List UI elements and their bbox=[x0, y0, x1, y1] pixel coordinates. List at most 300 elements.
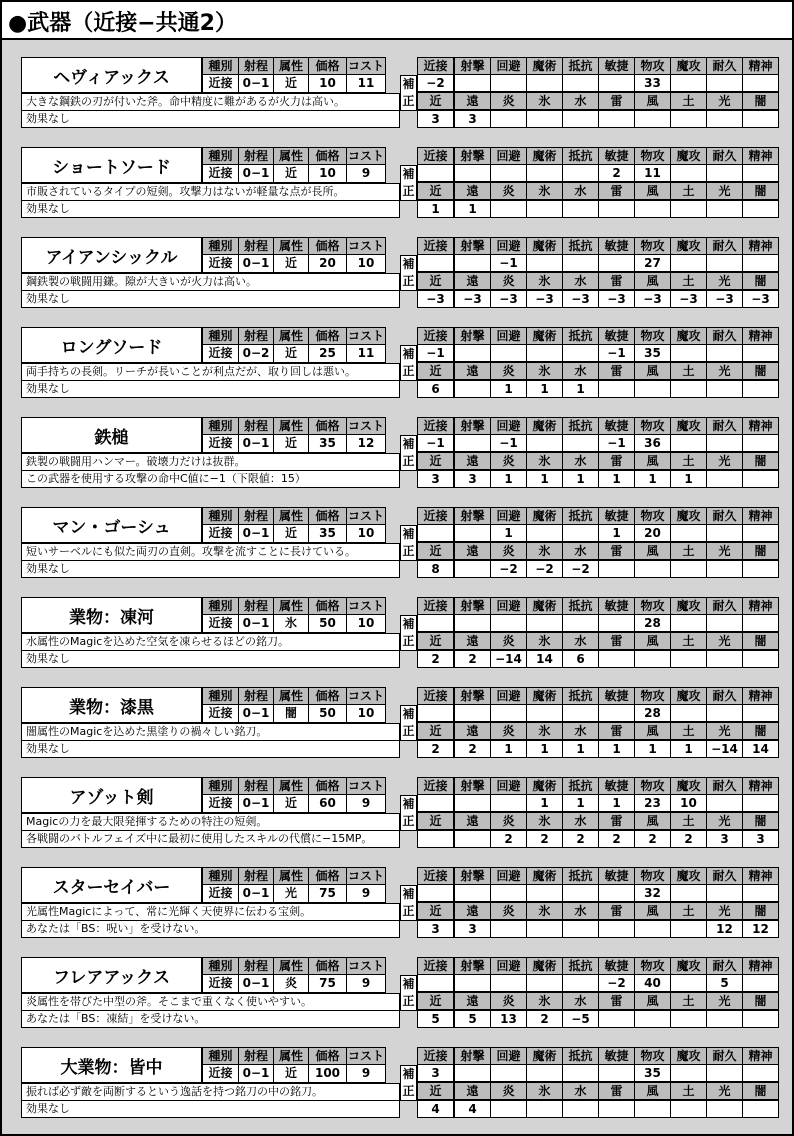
stat-bonus-value: 27 bbox=[634, 254, 671, 272]
spec-value: 近 bbox=[273, 524, 309, 543]
stat-bonus-value bbox=[742, 974, 779, 992]
resist-value: 3 bbox=[454, 920, 491, 938]
resist-header: 氷 bbox=[526, 812, 563, 830]
stat-bonus-value bbox=[562, 74, 599, 92]
resist-value: 1 bbox=[526, 470, 563, 488]
stat-bonus-value: 35 bbox=[634, 1064, 671, 1082]
stat-header: 射撃 bbox=[454, 327, 491, 345]
resist-value: −14 bbox=[490, 650, 527, 668]
stat-bonus-value bbox=[562, 164, 599, 182]
resist-header: 雷 bbox=[598, 272, 635, 290]
stat-bonus-value bbox=[562, 524, 599, 542]
spec-header: 属性 bbox=[273, 1047, 309, 1065]
resist-header: 炎 bbox=[490, 542, 527, 560]
weapon-block bbox=[21, 237, 778, 309]
weapon-block bbox=[21, 687, 778, 759]
weapon-description: 光属性Magicによって、常に光輝く天使界に伝わる宝剣。 bbox=[21, 903, 400, 921]
stat-bonus-value bbox=[417, 974, 454, 992]
stat-bonus-value: 33 bbox=[634, 74, 671, 92]
stat-header: 射撃 bbox=[454, 687, 491, 705]
stat-header: 魔術 bbox=[526, 147, 563, 165]
stat-header: 射撃 bbox=[454, 507, 491, 525]
stat-header: 精神 bbox=[742, 1047, 779, 1065]
resist-header: 風 bbox=[634, 722, 671, 740]
resist-header: 近 bbox=[417, 272, 454, 290]
stat-header: 精神 bbox=[742, 957, 779, 975]
spec-header: コスト bbox=[347, 599, 384, 613]
resist-value bbox=[454, 380, 491, 398]
resist-header: 炎 bbox=[490, 362, 527, 380]
stat-header: 近接 bbox=[417, 237, 454, 255]
weapon-effect: 効果なし bbox=[21, 740, 400, 758]
resist-header: 炎 bbox=[490, 992, 527, 1010]
weapon-description: 鉄製の戦闘用ハンマー。破壊力だけは抜群。 bbox=[21, 453, 400, 471]
stat-bonus-value: 3 bbox=[417, 1064, 454, 1082]
resist-header: 水 bbox=[562, 542, 599, 560]
stat-bonus-value bbox=[706, 704, 743, 722]
resist-header: 水 bbox=[562, 902, 599, 920]
stat-bonus-value: 23 bbox=[634, 794, 671, 812]
resist-value: 3 bbox=[706, 830, 743, 848]
stat-bonus-value bbox=[562, 614, 599, 632]
resist-value bbox=[670, 560, 707, 578]
resist-header: 雷 bbox=[598, 182, 635, 200]
stat-header: 物攻 bbox=[634, 867, 671, 885]
resist-value bbox=[526, 110, 563, 128]
weapon-effect: 効果なし bbox=[21, 1100, 400, 1118]
resist-value bbox=[598, 560, 635, 578]
spec-value: 10 bbox=[308, 164, 347, 183]
weapon-name: アゾット剣 bbox=[21, 777, 202, 813]
spec-value: 近接 bbox=[202, 614, 239, 633]
stat-bonus-value bbox=[490, 1064, 527, 1082]
resist-header: 土 bbox=[670, 992, 707, 1010]
stat-bonus-value bbox=[742, 164, 779, 182]
spec-value: 75 bbox=[308, 884, 347, 903]
spec-header: 価格 bbox=[308, 777, 347, 795]
spec-header: 属性 bbox=[273, 417, 309, 435]
spec-header: 価格 bbox=[308, 597, 347, 615]
resist-header: 炎 bbox=[490, 812, 527, 830]
resist-header: 雷 bbox=[598, 452, 635, 470]
resist-value bbox=[634, 200, 671, 218]
resist-value: −3 bbox=[634, 290, 671, 308]
spec-header: 種別 bbox=[202, 957, 239, 975]
spec-header: コスト bbox=[347, 59, 384, 73]
stat-bonus-value bbox=[598, 614, 635, 632]
stat-header: 敏捷 bbox=[598, 237, 635, 255]
resist-header: 雷 bbox=[598, 632, 635, 650]
stat-bonus-value bbox=[706, 1064, 743, 1082]
resist-value bbox=[562, 920, 599, 938]
resist-header: 光 bbox=[706, 722, 743, 740]
resist-value: 1 bbox=[598, 740, 635, 758]
stat-header: 抵抗 bbox=[562, 687, 599, 705]
stat-header: 魔術 bbox=[526, 957, 563, 975]
stat-bonus-value bbox=[706, 434, 743, 452]
spec-header: 射程 bbox=[238, 417, 274, 435]
spec-header: 射程 bbox=[238, 777, 274, 795]
stat-header: 耐久 bbox=[706, 147, 743, 165]
spec-value: 100 bbox=[308, 1064, 347, 1083]
stat-bonus-value: 5 bbox=[706, 974, 743, 992]
resist-header: 遠 bbox=[454, 452, 491, 470]
stat-header: 抵抗 bbox=[562, 327, 599, 345]
row-label: 補 正 bbox=[400, 75, 417, 111]
resist-value bbox=[634, 920, 671, 938]
resist-value: −3 bbox=[526, 290, 563, 308]
stat-bonus-value bbox=[742, 434, 779, 452]
stat-header: 回避 bbox=[490, 147, 527, 165]
stat-header: 射撃 bbox=[454, 147, 491, 165]
stat-bonus-value bbox=[454, 344, 491, 362]
stat-bonus-value bbox=[490, 74, 527, 92]
resist-value bbox=[742, 1010, 779, 1028]
resist-header: 風 bbox=[634, 182, 671, 200]
spec-value: 75 bbox=[308, 974, 347, 993]
resist-header: 光 bbox=[706, 812, 743, 830]
stat-bonus-value bbox=[742, 524, 779, 542]
stat-bonus-value bbox=[742, 1064, 779, 1082]
resist-value bbox=[598, 650, 635, 668]
resist-value bbox=[490, 110, 527, 128]
resist-header: 闇 bbox=[742, 992, 779, 1010]
resist-header: 闇 bbox=[742, 182, 779, 200]
resist-header: 水 bbox=[562, 812, 599, 830]
resist-value bbox=[706, 200, 743, 218]
stat-bonus-value: −1 bbox=[490, 434, 527, 452]
weapon-name: フレアアックス bbox=[21, 957, 202, 993]
stat-header: 魔攻 bbox=[670, 1047, 707, 1065]
weapon-effect: 効果なし bbox=[21, 110, 400, 128]
resist-header: 土 bbox=[670, 542, 707, 560]
resist-value: 2 bbox=[417, 650, 454, 668]
spec-header: コスト bbox=[347, 869, 384, 883]
stat-header: 物攻 bbox=[634, 147, 671, 165]
resist-header: 土 bbox=[670, 452, 707, 470]
spec-value: 9 bbox=[346, 884, 386, 903]
resist-value: −3 bbox=[670, 290, 707, 308]
stat-header: 魔術 bbox=[526, 417, 563, 435]
resist-header: 土 bbox=[670, 182, 707, 200]
resist-value: 1 bbox=[490, 380, 527, 398]
resist-header: 光 bbox=[706, 992, 743, 1010]
resist-value bbox=[634, 1100, 671, 1118]
stat-header: 魔攻 bbox=[670, 687, 707, 705]
stat-bonus-value: 32 bbox=[634, 884, 671, 902]
weapon-name: 鉄槌 bbox=[21, 417, 202, 453]
spec-header: 種別 bbox=[202, 777, 239, 795]
weapon-name: ロングソード bbox=[21, 327, 202, 363]
spec-header: 属性 bbox=[273, 237, 309, 255]
stat-header: 魔術 bbox=[526, 777, 563, 795]
stat-header: 抵抗 bbox=[562, 1047, 599, 1065]
spec-header: 種別 bbox=[202, 327, 239, 345]
spec-header: コスト bbox=[347, 329, 384, 343]
spec-header: 射程 bbox=[238, 957, 274, 975]
resist-header: 炎 bbox=[490, 902, 527, 920]
stat-header: 耐久 bbox=[706, 237, 743, 255]
stat-header: 敏捷 bbox=[598, 147, 635, 165]
resist-value: 1 bbox=[490, 740, 527, 758]
stat-bonus-value: 2 bbox=[598, 164, 635, 182]
resist-value: 6 bbox=[562, 650, 599, 668]
stat-bonus-value bbox=[454, 614, 491, 632]
resist-value: 3 bbox=[417, 920, 454, 938]
weapon-description: Magicの力を最大限発揮するための特注の短剣。 bbox=[21, 813, 400, 831]
resist-value: 1 bbox=[670, 740, 707, 758]
resist-header: 土 bbox=[670, 362, 707, 380]
stat-header: 近接 bbox=[417, 327, 454, 345]
stat-bonus-value bbox=[562, 254, 599, 272]
spec-header: 射程 bbox=[238, 57, 274, 75]
spec-header: 価格 bbox=[308, 57, 347, 75]
resist-header: 近 bbox=[417, 542, 454, 560]
resist-value bbox=[562, 200, 599, 218]
spec-value: 炎 bbox=[273, 974, 309, 993]
resist-header: 遠 bbox=[454, 632, 491, 650]
stat-header: 回避 bbox=[490, 597, 527, 615]
resist-header: 雷 bbox=[598, 812, 635, 830]
stat-header: 魔術 bbox=[526, 867, 563, 885]
resist-header: 水 bbox=[562, 452, 599, 470]
spec-header: コスト bbox=[347, 419, 384, 433]
stat-header: 敏捷 bbox=[598, 57, 635, 75]
resist-header: 風 bbox=[634, 452, 671, 470]
weapon-description: 水属性のMagicを込めた空気を凍らせるほどの銘刀。 bbox=[21, 633, 400, 651]
stat-header: 魔術 bbox=[526, 327, 563, 345]
resist-value: −3 bbox=[490, 290, 527, 308]
weapon-description: 大きな鋼鉄の刃が付いた斧。命中精度に難があるが火力は高い。 bbox=[21, 93, 400, 111]
stat-bonus-value: 28 bbox=[634, 614, 671, 632]
resist-value bbox=[526, 1100, 563, 1118]
stat-bonus-value bbox=[454, 524, 491, 542]
resist-value: −5 bbox=[562, 1010, 599, 1028]
resist-value: −14 bbox=[706, 740, 743, 758]
spec-value: 0−2 bbox=[238, 344, 274, 363]
stat-header: 精神 bbox=[742, 867, 779, 885]
spec-header: 価格 bbox=[308, 327, 347, 345]
row-label: 補 正 bbox=[400, 885, 417, 921]
resist-value bbox=[634, 110, 671, 128]
spec-header: コスト bbox=[347, 239, 384, 253]
stat-header: 抵抗 bbox=[562, 597, 599, 615]
weapon-effect: 各戦闘のバトルフェイズ中に最初に使用したスキルの代償に−15MP。 bbox=[21, 830, 400, 848]
spec-header: 射程 bbox=[238, 147, 274, 165]
spec-value: 近 bbox=[273, 434, 309, 453]
resist-value: 6 bbox=[417, 380, 454, 398]
stat-bonus-value bbox=[670, 524, 707, 542]
spec-header: 属性 bbox=[273, 957, 309, 975]
stat-header: 魔攻 bbox=[670, 57, 707, 75]
weapon-name: マン・ゴーシュ bbox=[21, 507, 202, 543]
resist-value: 14 bbox=[742, 740, 779, 758]
stat-header: 物攻 bbox=[634, 237, 671, 255]
resist-header: 遠 bbox=[454, 272, 491, 290]
spec-value: 近接 bbox=[202, 794, 239, 813]
resist-header: 光 bbox=[706, 902, 743, 920]
resist-value bbox=[598, 110, 635, 128]
spec-value: 12 bbox=[346, 434, 386, 453]
stat-bonus-value bbox=[526, 164, 563, 182]
resist-value: 1 bbox=[526, 740, 563, 758]
resist-value bbox=[634, 560, 671, 578]
stat-header: 抵抗 bbox=[562, 147, 599, 165]
stat-bonus-value bbox=[526, 74, 563, 92]
spec-value: 闇 bbox=[273, 704, 309, 723]
stat-header: 魔攻 bbox=[670, 417, 707, 435]
resist-header: 風 bbox=[634, 1082, 671, 1100]
stat-header: 耐久 bbox=[706, 687, 743, 705]
spec-value: 9 bbox=[346, 794, 386, 813]
spec-header: 価格 bbox=[308, 507, 347, 525]
resist-value bbox=[670, 200, 707, 218]
spec-header: 属性 bbox=[273, 327, 309, 345]
stat-bonus-value bbox=[706, 344, 743, 362]
resist-header: 近 bbox=[417, 632, 454, 650]
stat-bonus-value: 10 bbox=[670, 794, 707, 812]
resist-value bbox=[634, 650, 671, 668]
stat-header: 魔術 bbox=[526, 57, 563, 75]
spec-header: 射程 bbox=[238, 327, 274, 345]
resist-header: 炎 bbox=[490, 452, 527, 470]
resist-header: 近 bbox=[417, 362, 454, 380]
resist-value: 12 bbox=[742, 920, 779, 938]
stat-header: 敏捷 bbox=[598, 777, 635, 795]
resist-header: 炎 bbox=[490, 722, 527, 740]
spec-header: 価格 bbox=[308, 237, 347, 255]
stat-header: 耐久 bbox=[706, 957, 743, 975]
stat-header: 抵抗 bbox=[562, 237, 599, 255]
weapon-description: 炎属性を帯びた中型の斧。そこまで重くなく使いやすい。 bbox=[21, 993, 400, 1011]
stat-header: 物攻 bbox=[634, 507, 671, 525]
resist-value: 8 bbox=[417, 560, 454, 578]
resist-header: 土 bbox=[670, 272, 707, 290]
spec-value: 近接 bbox=[202, 74, 239, 93]
resist-header: 風 bbox=[634, 542, 671, 560]
resist-header: 遠 bbox=[454, 542, 491, 560]
stat-bonus-value bbox=[706, 524, 743, 542]
stat-bonus-value bbox=[562, 1064, 599, 1082]
stat-bonus-value bbox=[526, 974, 563, 992]
resist-value: 3 bbox=[742, 830, 779, 848]
resist-header: 光 bbox=[706, 632, 743, 650]
stat-bonus-value bbox=[526, 344, 563, 362]
resist-header: 光 bbox=[706, 182, 743, 200]
stat-bonus-value bbox=[490, 704, 527, 722]
row-label: 補 正 bbox=[400, 255, 417, 291]
stat-bonus-value bbox=[670, 344, 707, 362]
stat-header: 射撃 bbox=[454, 597, 491, 615]
resist-header: 遠 bbox=[454, 92, 491, 110]
spec-value: 35 bbox=[308, 434, 347, 453]
stat-bonus-value bbox=[706, 74, 743, 92]
resist-value: −3 bbox=[562, 290, 599, 308]
resist-header: 光 bbox=[706, 272, 743, 290]
row-label: 補 正 bbox=[400, 345, 417, 381]
stat-header: 回避 bbox=[490, 1047, 527, 1065]
stat-header: 回避 bbox=[490, 327, 527, 345]
stat-bonus-value bbox=[670, 884, 707, 902]
resist-value bbox=[417, 830, 454, 848]
resist-value: 13 bbox=[490, 1010, 527, 1028]
stat-bonus-value bbox=[706, 614, 743, 632]
stat-header: 抵抗 bbox=[562, 867, 599, 885]
resist-value: 2 bbox=[454, 740, 491, 758]
spec-header: 属性 bbox=[273, 147, 309, 165]
stat-bonus-value bbox=[526, 1064, 563, 1082]
spec-header: 種別 bbox=[202, 417, 239, 435]
spec-value: 10 bbox=[346, 524, 386, 543]
resist-value: 2 bbox=[598, 830, 635, 848]
spec-header: 属性 bbox=[273, 507, 309, 525]
stat-bonus-value bbox=[742, 74, 779, 92]
stat-bonus-value: 11 bbox=[634, 164, 671, 182]
weapon-description: 振れば必ず敵を両断するという逸話を持つ銘刀の中の銘刀。 bbox=[21, 1083, 400, 1101]
weapon-description: 短いサーベルにも似た両刃の直剣。攻撃を流すことに長けている。 bbox=[21, 543, 400, 561]
stat-bonus-value: −1 bbox=[417, 434, 454, 452]
stat-bonus-value bbox=[598, 884, 635, 902]
resist-value: −3 bbox=[706, 290, 743, 308]
resist-header: 風 bbox=[634, 992, 671, 1010]
spec-header: 価格 bbox=[308, 867, 347, 885]
resist-value bbox=[670, 1010, 707, 1028]
spec-header: 種別 bbox=[202, 1047, 239, 1065]
stat-header: 抵抗 bbox=[562, 417, 599, 435]
row-label: 補 正 bbox=[400, 435, 417, 471]
spec-header: コスト bbox=[347, 149, 384, 163]
stat-bonus-value bbox=[742, 884, 779, 902]
stat-header: 耐久 bbox=[706, 417, 743, 435]
stat-header: 射撃 bbox=[454, 417, 491, 435]
weapon-effect: あなたは「BS：凍結」を受けない。 bbox=[21, 1010, 400, 1028]
resist-header: 水 bbox=[562, 362, 599, 380]
resist-header: 雷 bbox=[598, 92, 635, 110]
stat-bonus-value bbox=[706, 254, 743, 272]
stat-bonus-value bbox=[562, 434, 599, 452]
stat-bonus-value bbox=[454, 974, 491, 992]
spec-header: 射程 bbox=[238, 237, 274, 255]
stat-header: 魔術 bbox=[526, 597, 563, 615]
resist-value bbox=[742, 380, 779, 398]
resist-header: 遠 bbox=[454, 182, 491, 200]
row-label: 補 正 bbox=[400, 525, 417, 561]
weapon-name: スターセイバー bbox=[21, 867, 202, 903]
stat-bonus-value bbox=[526, 704, 563, 722]
stat-header: 射撃 bbox=[454, 57, 491, 75]
spec-value: 35 bbox=[308, 524, 347, 543]
resist-header: 遠 bbox=[454, 992, 491, 1010]
resist-header: 遠 bbox=[454, 812, 491, 830]
spec-value: 10 bbox=[308, 74, 347, 93]
weapon-effect: 効果なし bbox=[21, 200, 400, 218]
spec-header: 属性 bbox=[273, 597, 309, 615]
resist-header: 風 bbox=[634, 902, 671, 920]
stat-header: 回避 bbox=[490, 57, 527, 75]
resist-header: 光 bbox=[706, 1082, 743, 1100]
resist-value bbox=[634, 380, 671, 398]
row-label: 補 正 bbox=[400, 165, 417, 201]
resist-value: 5 bbox=[417, 1010, 454, 1028]
resist-value: −3 bbox=[742, 290, 779, 308]
title-bar bbox=[2, 2, 792, 40]
resist-header: 雷 bbox=[598, 722, 635, 740]
stat-header: 物攻 bbox=[634, 57, 671, 75]
spec-value: 9 bbox=[346, 974, 386, 993]
resist-header: 風 bbox=[634, 272, 671, 290]
resist-header: 光 bbox=[706, 452, 743, 470]
stat-bonus-value bbox=[706, 884, 743, 902]
